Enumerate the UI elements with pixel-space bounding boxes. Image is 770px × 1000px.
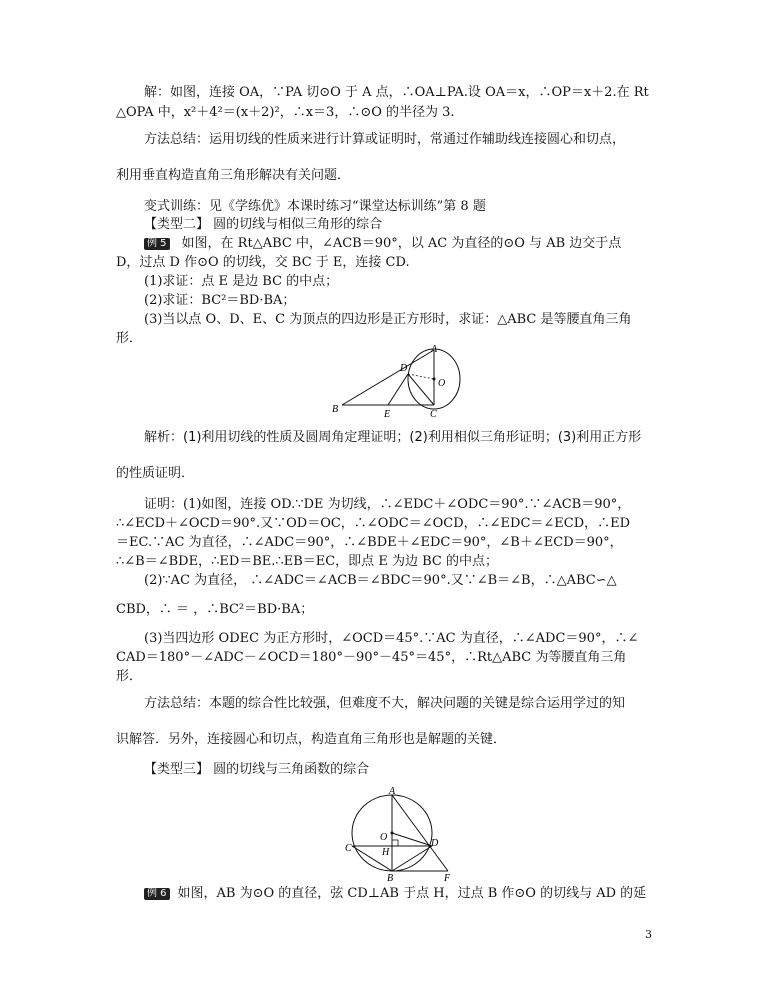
- figure-triangle-circle: [328, 343, 468, 419]
- proof-line-8: CAD＝180°－∠ADC－∠OCD＝180°－90°－45°＝45°，∴Rt△ABC 为等腰直角三角: [116, 650, 627, 665]
- proof-line-2: ∴∠ECD＋∠OCD＝90°.又∵OD＝OC，∴∠ODC＝∠OCD，∴∠EDC＝∠ECD，∴ED: [116, 516, 631, 531]
- fig1-label-C: C: [430, 409, 437, 419]
- proof-line-3: ＝EC.∵AC 为直径，∴∠ADC＝90°，∴∠BDE＋∠EDC＝90°，∠B＋∠ECD＝90°，: [116, 535, 623, 550]
- example-5-tag: 例 5: [144, 238, 170, 250]
- method-summary-1a: 方法总结：运用切线的性质来进行计算或证明时，常通过作辅助线连接圆心和切点，: [144, 132, 626, 147]
- proof-line-6: CBD，∴ ＝ ，∴BC²＝BD·BA；: [116, 602, 314, 617]
- example-5-line-2: D，过点 D 作⊙O 的切线，交 BC 于 E，连接 CD.: [116, 255, 410, 270]
- fig2-label-D: D: [431, 838, 439, 849]
- fig1-label-D: D: [400, 363, 408, 374]
- type-3-heading: 【类型三】 圆的切线与三角函数的综合: [144, 762, 370, 777]
- fig2-label-O: O: [380, 832, 388, 843]
- proof-line-5: (2)∵AC 为直径， ∴∠ADC＝∠ACB＝∠BDC＝90°.又∵∠B＝∠B，∴△ABC∽△: [144, 573, 617, 588]
- solution-line-1: 解：如图，连接 OA，∵PA 切⊙O 于 A 点，∴OA⊥PA.设 OA＝x，∴OP＝x＋2.在 Rt: [144, 85, 649, 100]
- question-3: (3)当以点 O、D、E、C 为顶点的四边形是正方形时，求证：△ABC 是等腰直角三角: [144, 312, 632, 327]
- type-2-heading: 【类型二】 圆的切线与相似三角形的综合: [144, 217, 383, 232]
- example-5-text: 如图，在 Rt△ABC 中，∠ACB＝90°，以 AC 为直径的⊙O 与 AB 边交于点: [181, 236, 622, 251]
- method-summary-1b: 利用垂直构造直角三角形解决有关问题．: [116, 168, 351, 183]
- page-number: 3: [645, 928, 652, 941]
- proof-line-7: (3)当四边形 ODEC 为正方形时，∠OCD＝45°.∵AC 为直径，∴∠ADC＝90°，∴∠: [144, 631, 639, 646]
- fig1-label-O: O: [438, 378, 446, 389]
- example-6-tag: 例 6: [144, 888, 170, 900]
- proof-line-1: 证明：(1)如图，连接 OD.∵DE 为切线，∴∠EDC＋∠ODC＝90°.∵∠ACB＝90°，: [144, 497, 631, 512]
- proof-line-9: 形．: [116, 669, 143, 684]
- method-summary-2a: 方法总结：本题的综合性比较强，但难度不大，解决问题的关键是综合运用学过的知: [144, 696, 626, 711]
- question-3-cont: 形．: [116, 331, 143, 346]
- fig2-label-B: B: [387, 873, 394, 883]
- example-6-line-1: [144, 885, 646, 903]
- proof-line-4: ∴∠B＝∠BDE，∴ED＝BE.∴EB＝EC，即点 E 为边 BC 的中点；: [116, 554, 498, 569]
- fig1-label-A: A: [431, 344, 438, 355]
- figure-circle-tangent: [338, 787, 468, 883]
- example-5-line-1: [144, 235, 621, 253]
- analysis-line-1: 解析：(1)利用切线的性质及圆周角定理证明；(2)利用相似三角形证明；(3)利用正方形: [144, 430, 642, 445]
- solution-line-2: △OPA 中，x²＋4²＝(x＋2)²，∴x＝3，∴⊙O 的半径为 3.: [116, 105, 455, 120]
- variant-training: 变式训练：见《学练优》本课时练习“课堂达标训练”第 8 题: [144, 199, 486, 214]
- method-summary-2b: 识解答．另外，连接圆心和切点，构造直角三角形也是解题的关键．: [116, 732, 507, 747]
- fig2-label-A: A: [389, 787, 396, 797]
- analysis-line-2: 的性质证明．: [116, 466, 195, 481]
- fig1-label-B: B: [332, 404, 339, 415]
- example-6-text: 如图，AB 为⊙O 的直径，弦 CD⊥AB 于点 H，过点 B 作⊙O 的切线与 AD 的延: [177, 886, 647, 901]
- fig2-label-F: F: [444, 873, 451, 883]
- question-1: (1)求证：点 E 是边 BC 的中点；: [144, 274, 339, 289]
- fig1-label-E: E: [384, 409, 391, 419]
- question-2: (2)求证：BC²＝BD·BA；: [144, 293, 296, 308]
- fig2-label-C: C: [345, 843, 352, 854]
- fig2-label-H: H: [382, 847, 390, 858]
